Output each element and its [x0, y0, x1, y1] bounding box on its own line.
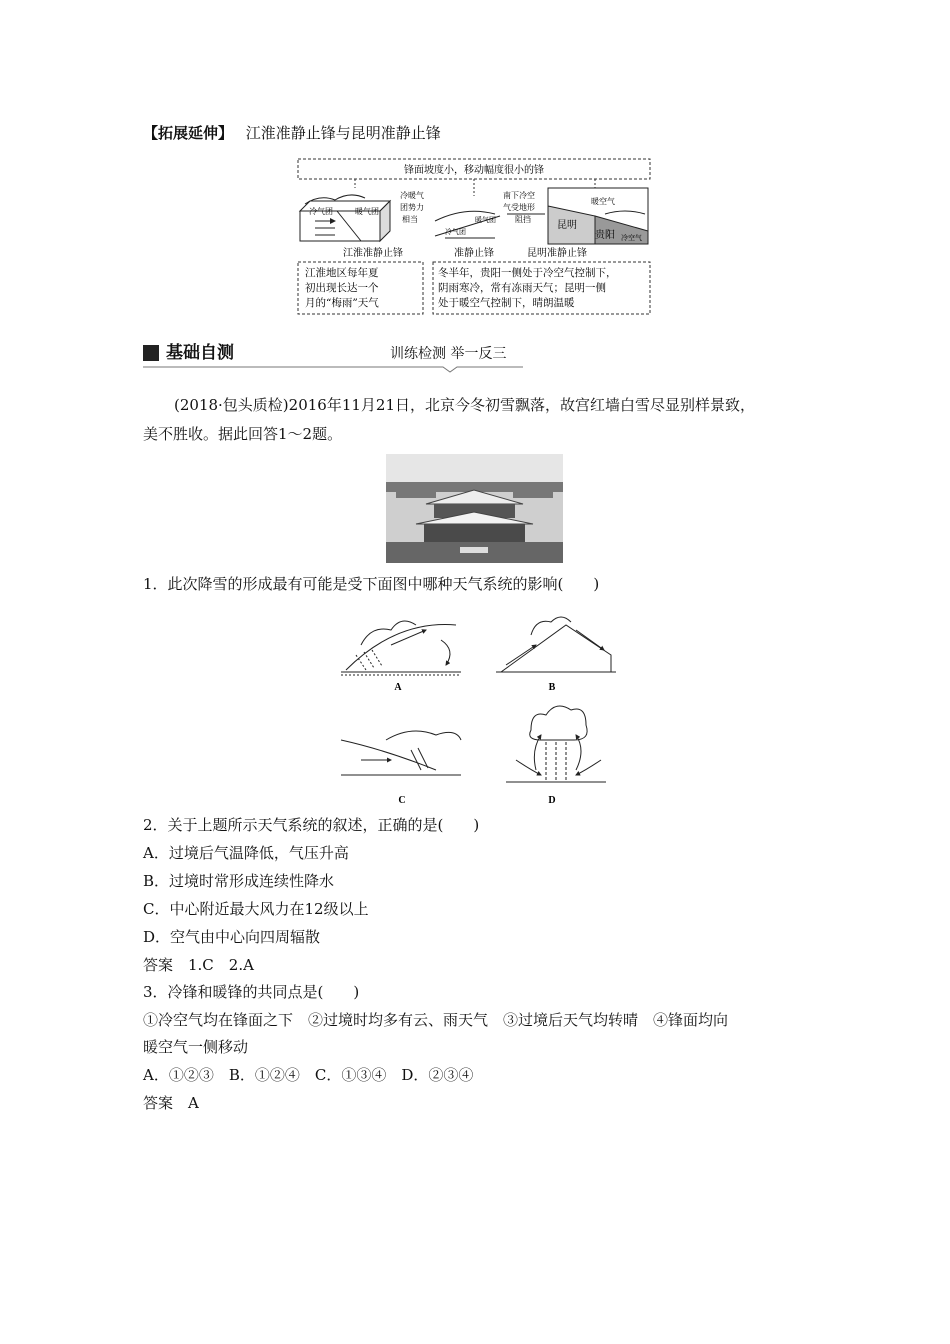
- q2-option-b: B．过境时常形成连续性降水: [143, 872, 335, 890]
- caption-quasi: 准静止锋: [454, 248, 494, 259]
- force-line-1: 冷暖气: [400, 191, 424, 200]
- weather-systems-figure: [336, 610, 626, 810]
- question-1: 1．此次降雪的形成最有可能是受下面图中哪种天气系统的影响( ): [143, 575, 600, 593]
- forbidden-city-snow-photo: [386, 454, 563, 563]
- box-right-line-1: 冬半年，贵阳一侧处于冷空气控制下，: [438, 267, 617, 279]
- force-line-3: 相当: [402, 215, 418, 224]
- box-left-line-3: 月的“梅雨”天气: [305, 297, 379, 309]
- question-2: 2．关于上题所示天气系统的叙述，正确的是( ): [143, 816, 480, 834]
- intro-line-1: (2018·包头质检)2016年11月21日，北京今冬初雪飘落，故宫红墙白雪尽显别样景致，: [174, 396, 755, 414]
- center-warm-label: 暖气团: [475, 216, 496, 224]
- q3-options: A．①②③ B．①②④ C．①③④ D．②③④: [143, 1066, 474, 1084]
- q3-statements-line-1: ①冷空气均在锋面之下 ②过境时均多有云、雨天气 ③过境后天气均转晴 ④锋面均向: [143, 1011, 729, 1029]
- top-note-text: 锋面坡度小，移动幅度很小的锋: [404, 165, 544, 176]
- q2-option-c: C．中心附近最大风力在12级以上: [143, 900, 369, 918]
- figure-d-convective: [506, 706, 606, 782]
- warm-mass-label: 暖气团: [355, 207, 379, 216]
- answer-3: 答案 A: [143, 1094, 199, 1112]
- front-diagram: [295, 156, 655, 318]
- cold-air-label: 冷空气: [621, 234, 642, 242]
- center-front-sketch: [435, 211, 500, 238]
- guiyang-label: 贵阳: [595, 230, 615, 241]
- extension-heading: [143, 123, 441, 143]
- q2-option-d: D．空气由中心向四周辐散: [143, 928, 321, 946]
- yunnan-line-1: 南下冷空: [503, 191, 535, 200]
- box-left-line-1: 江淮地区每年夏: [305, 267, 379, 279]
- section-square-icon: [143, 345, 159, 361]
- force-line-2: 团势力: [400, 203, 424, 212]
- yunnan-line-3: 阻挡: [515, 215, 531, 224]
- warm-air-label: 暖空气: [591, 197, 615, 206]
- section-title: 基础自测: [166, 343, 234, 363]
- kunming-label: 昆明: [557, 220, 577, 231]
- jianghuai-block: [300, 195, 390, 241]
- figure-b-label: B: [548, 682, 556, 693]
- caption-kunming: 昆明准静止锋: [527, 248, 587, 259]
- box-right-line-3: 处于暖空气控制下，晴朗温暖: [438, 297, 575, 309]
- section-subtitle: 训练检测 举一反三: [390, 346, 507, 362]
- q3-statements-line-2: 暖空气一侧移动: [143, 1038, 249, 1056]
- figure-a-warm-front: [341, 621, 461, 675]
- cold-mass-label: 冷气团: [309, 207, 333, 216]
- box-right-line-2: 阴雨寒冷，常有冻雨天气；昆明一侧: [438, 282, 606, 294]
- figure-c-cold-front: [341, 731, 461, 775]
- figure-d-label: D: [548, 795, 556, 806]
- q2-option-a: A．过境后气温降低，气压升高: [143, 844, 349, 862]
- figure-b-orographic: [496, 617, 616, 672]
- question-3: 3．冷锋和暖锋的共同点是( ): [143, 983, 360, 1001]
- section-underline: [143, 364, 523, 374]
- figure-a-label: A: [394, 682, 402, 693]
- answer-1-2: 答案 1.C 2.A: [143, 956, 254, 974]
- caption-jianghuai: 江淮准静止锋: [343, 248, 403, 259]
- extension-tag: 【拓展延伸】: [143, 124, 234, 142]
- yunnan-line-2: 气受地形: [503, 203, 535, 212]
- box-left-line-2: 初出现长达一个: [305, 282, 379, 294]
- kunming-block: [548, 188, 648, 244]
- figure-c-label: C: [398, 795, 406, 806]
- center-cold-label: 冷气团: [445, 228, 466, 236]
- intro-line-2: 美不胜收。据此回答1～2题。: [143, 425, 343, 443]
- extension-title: 江淮准静止锋与昆明准静止锋: [245, 124, 441, 142]
